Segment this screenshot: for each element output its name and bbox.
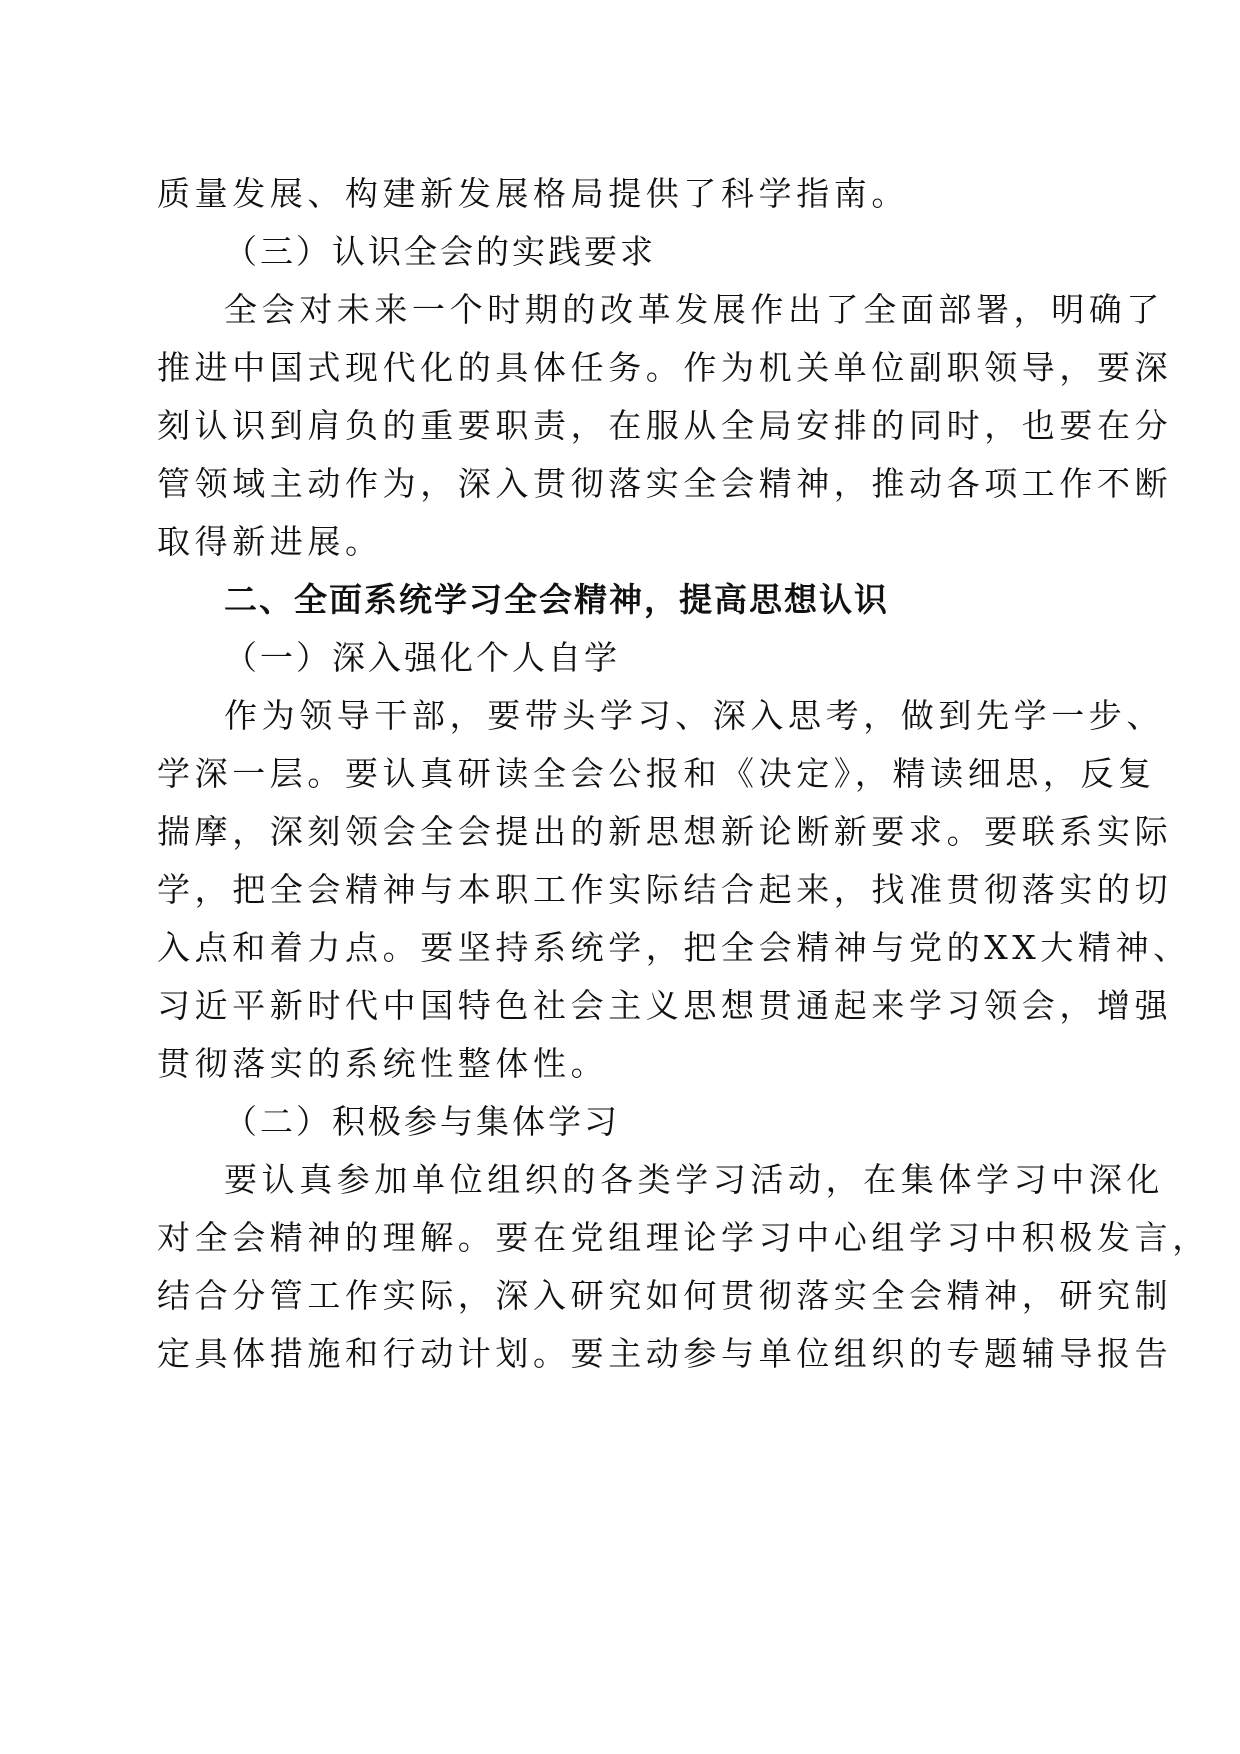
- paragraph-line: 学深一层。要认真研读全会公报和《决定》，精读细思，反复: [157, 754, 1156, 793]
- paragraph-line: 管领域主动作为，深入贯彻落实全会精神，推动各项工作不断: [157, 464, 1173, 503]
- paragraph-line: 取得新进展。: [157, 522, 383, 561]
- section-heading-2: （二）积极参与集体学习: [224, 1102, 620, 1141]
- paragraph-line: 习近平新时代中国特色社会主义思想贯通起来学习领会，增强: [157, 986, 1173, 1025]
- paragraph-line: 定具体措施和行动计划。要主动参与单位组织的专题辅导报告: [157, 1334, 1173, 1373]
- paragraph-line: 要认真参加单位组织的各类学习活动，在集体学习中深化: [224, 1160, 1164, 1199]
- paragraph-line: 结合分管工作实际，深入研究如何贯彻落实全会精神，研究制: [157, 1276, 1173, 1315]
- paragraph-line: 作为领导干部，要带头学习、深入思考，做到先学一步、: [224, 696, 1164, 735]
- paragraph-line: 入点和着力点。要坚持系统学，把全会精神与党的XX大精神、: [157, 928, 1191, 967]
- paragraph-line: 推进中国式现代化的具体任务。作为机关单位副职领导，要深: [157, 348, 1173, 387]
- paragraph-line: 对全会精神的理解。要在党组理论学习中心组学习中积极发言，: [157, 1218, 1210, 1257]
- paragraph-line: 刻认识到肩负的重要职责，在服从全局安排的同时，也要在分: [157, 406, 1173, 445]
- section-heading-3: （三）认识全会的实践要求: [224, 232, 656, 271]
- chapter-heading-2: 二、全面系统学习全会精神，提高思想认识: [224, 580, 889, 619]
- paragraph-line: 学，把全会精神与本职工作实际结合起来，找准贯彻落实的切: [157, 870, 1173, 909]
- paragraph-line: 全会对未来一个时期的改革发展作出了全面部署，明确了: [224, 290, 1164, 329]
- paragraph-line: 质量发展、构建新发展格局提供了科学指南。: [157, 174, 909, 213]
- paragraph-line: 贯彻落实的系统性整体性。: [157, 1044, 609, 1083]
- section-heading-1: （一）深入强化个人自学: [224, 638, 620, 677]
- paragraph-line: 揣摩，深刻领会全会提出的新思想新论断新要求。要联系实际: [157, 812, 1173, 851]
